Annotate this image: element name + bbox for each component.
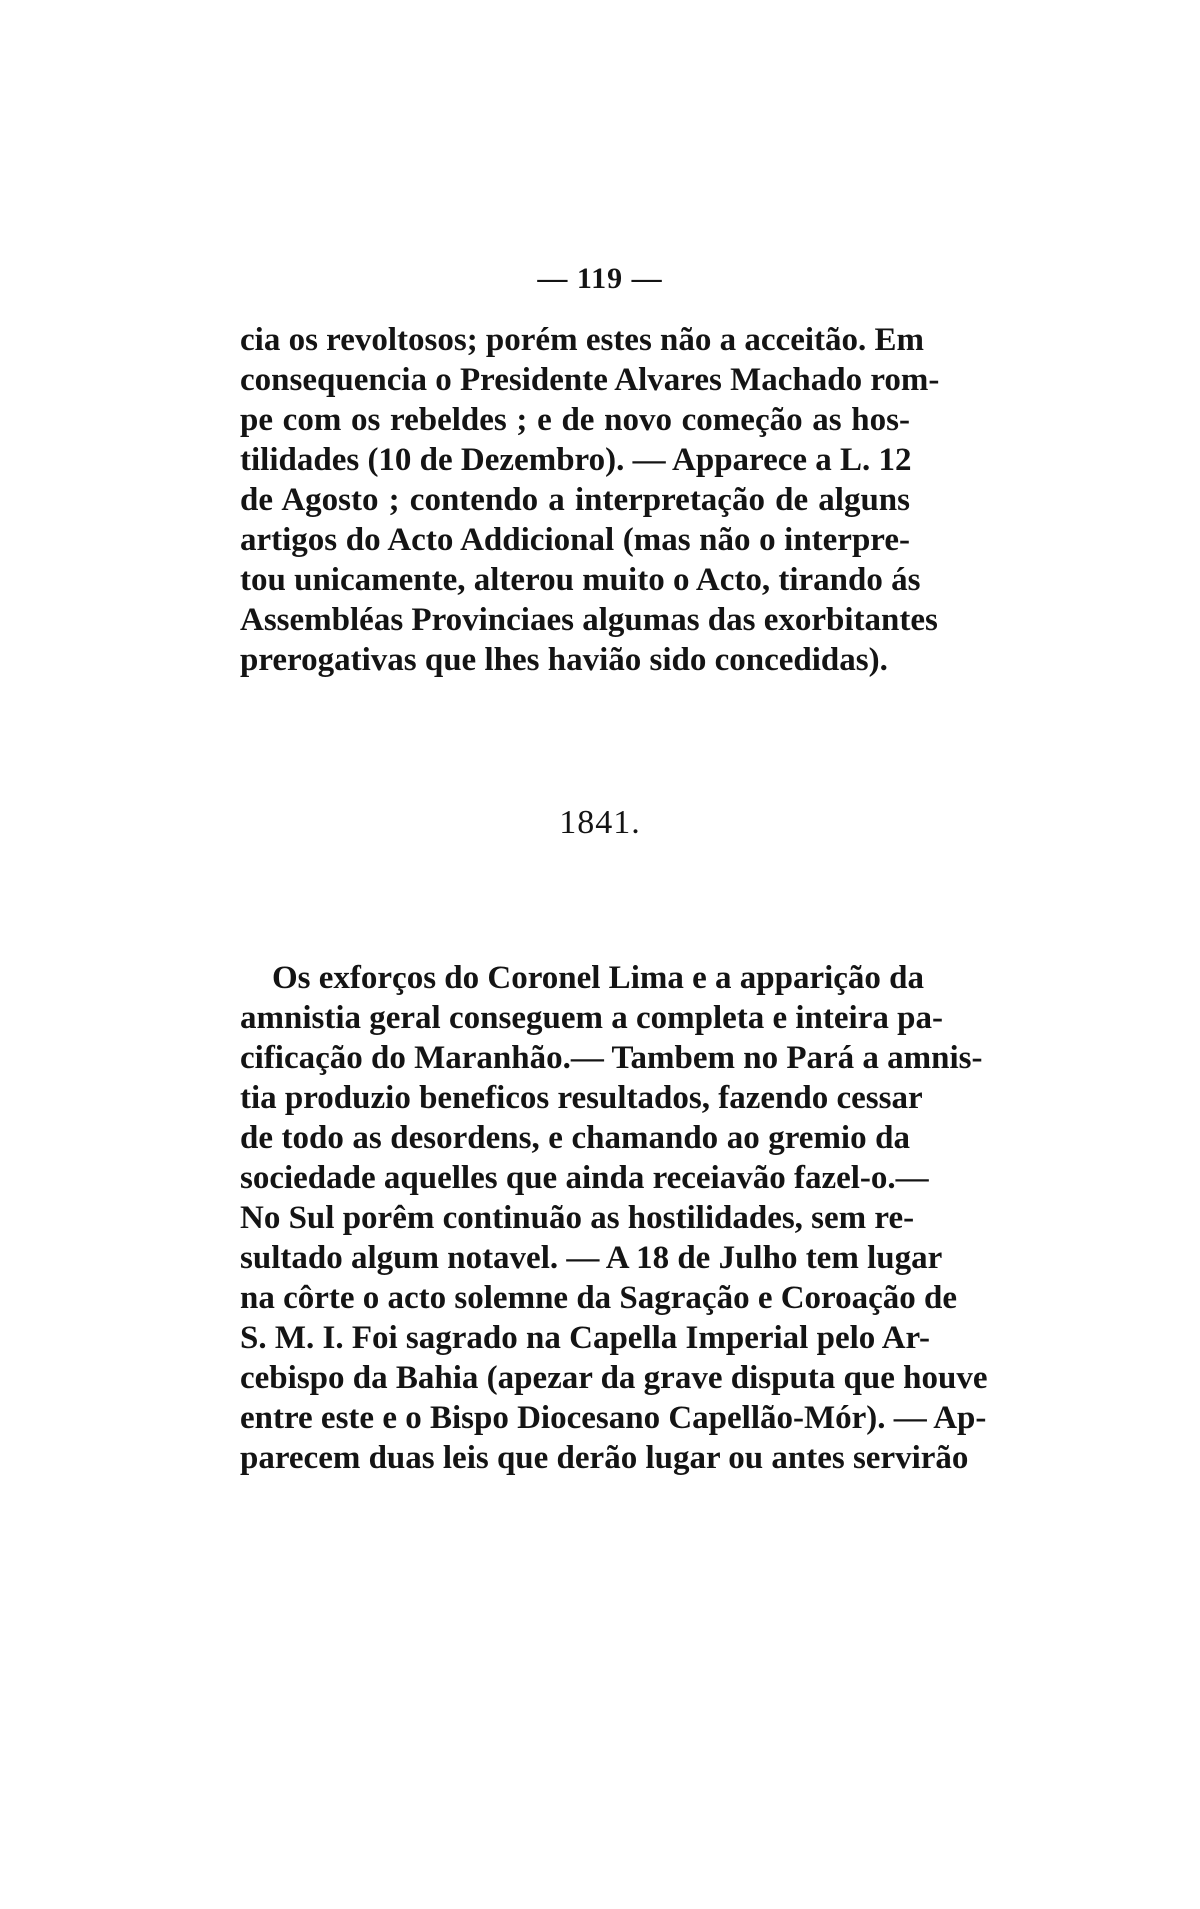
text-line: amnistia geral conseguem a completa e inteira pa- (240, 1000, 943, 1036)
text-line: Assembléas Provinciaes algumas das exorbitantes (240, 602, 938, 638)
page-number: — 119 — (537, 262, 663, 295)
text-line: No Sul porêm continuão as hostilidades, sem re- (240, 1200, 915, 1236)
text-line: na côrte o acto solemne da Sagração e Coroação de (240, 1280, 957, 1316)
text-line: parecem duas leis que derão lugar ou antes servirão (240, 1440, 969, 1476)
text-line: cia os revoltosos; porém estes não a acceitão. Em (240, 322, 924, 358)
text-line: prerogativas que lhes havião sido concedidas). (240, 642, 888, 678)
text-line: cificação do Maranhão.— Tambem no Pará a amnis- (240, 1040, 983, 1076)
text-line: de Agosto ; contendo a interpretação de alguns (240, 482, 910, 518)
text-line: tia produzio beneficos resultados, fazendo cessar (240, 1080, 923, 1116)
text-line: de todo as desordens, e chamando ao gremio da (240, 1120, 910, 1156)
text-line: consequencia o Presidente Alvares Machado rom- (240, 362, 940, 398)
text-line: tou unicamente, alterou muito o Acto, tirando ás (240, 562, 921, 598)
year-heading: 1841. (559, 804, 641, 841)
text-line: pe com os rebeldes ; e de novo começão as hos- (240, 402, 910, 438)
text-line: sociedade aquelles que ainda receiavão fazel-o.— (240, 1160, 929, 1196)
text-line: cebispo da Bahia (apezar da grave disputa que houve (240, 1360, 988, 1396)
text-line: Os exforços do Coronel Lima e a apparição da (272, 960, 925, 996)
text-line: entre este e o Bispo Diocesano Capellão-Mór). — Ap- (240, 1400, 987, 1436)
text-line: S. M. I. Foi sagrado na Capella Imperial pelo Ar- (240, 1320, 930, 1356)
text-line: tilidades (10 de Dezembro). — Apparece a L. 12 (240, 442, 912, 478)
text-line: artigos do Acto Addicional (mas não o interpre- (240, 522, 910, 558)
text-line: sultado algum notavel. — A 18 de Julho tem lugar (240, 1240, 943, 1276)
